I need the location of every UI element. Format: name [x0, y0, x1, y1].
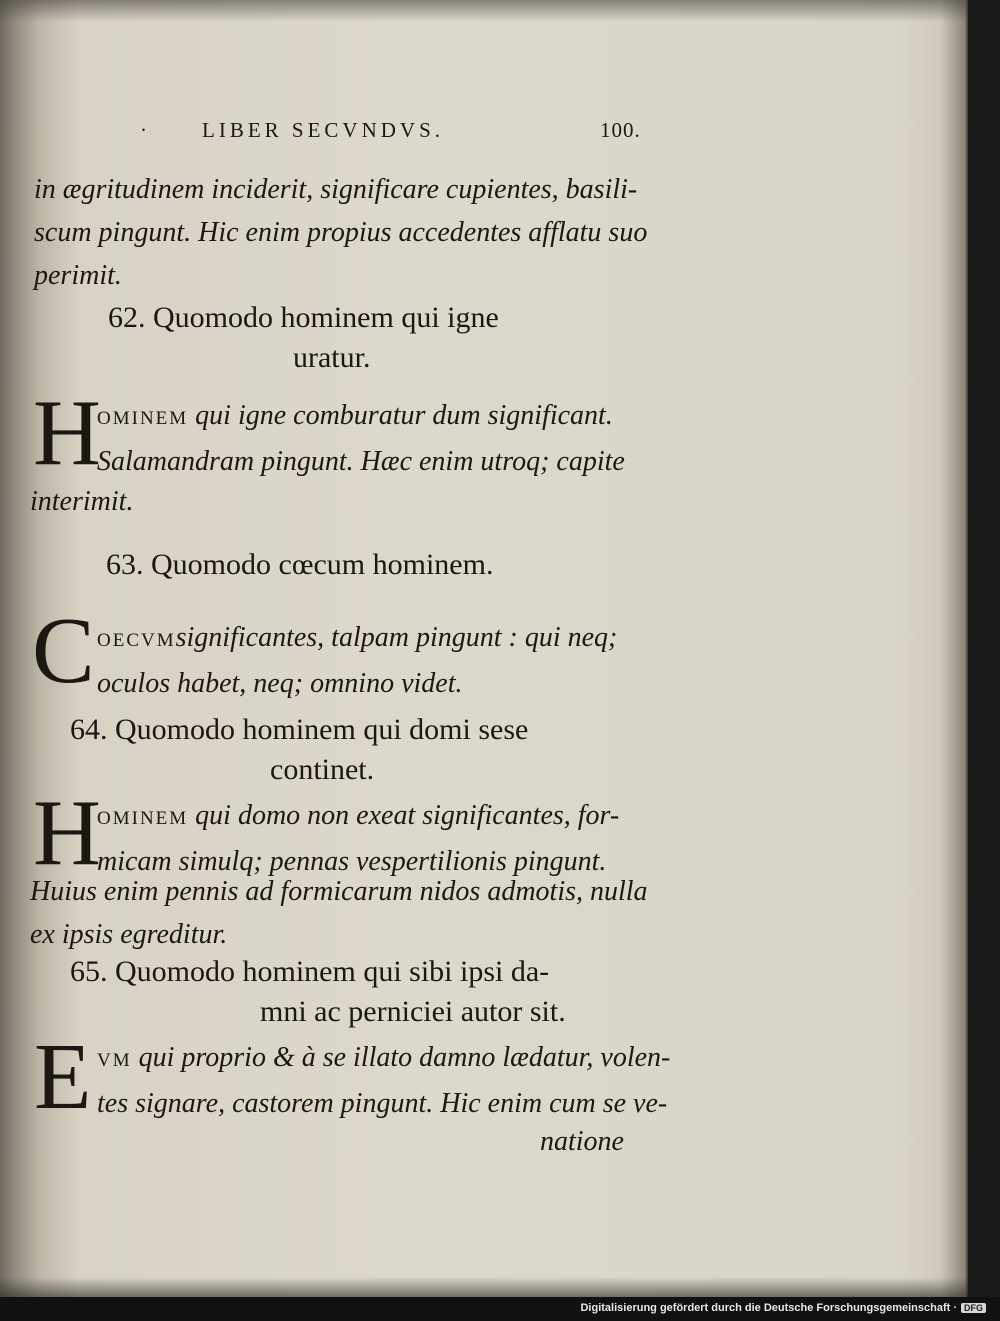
catchword [540, 1120, 624, 1163]
header-ornament: · [140, 118, 151, 142]
text-line: qui igne comburatur dum significant. [188, 400, 613, 431]
text-line: significantes, talpam pingunt : qui neq; [175, 622, 618, 653]
text-line: tes signare, castorem pingunt. Hic enim cum se ve- [97, 1088, 668, 1119]
section-title: Quomodo cœcum hominem. [151, 548, 494, 581]
section-title: Quomodo hominem qui domi sese [115, 713, 529, 746]
drop-cap: H [33, 781, 101, 885]
text-line: qui proprio & à se illato damno lædatur, volen- [131, 1042, 671, 1073]
page-shadow-top [0, 0, 968, 22]
section-64-heading [70, 710, 528, 790]
section-title: Quomodo hominem qui sibi ipsi da- [115, 955, 550, 988]
text-line: micam simulq; pennas vespertilionis pingunt. [97, 846, 607, 877]
small-caps-word: OMINEM [97, 408, 189, 429]
section-64-body-end [30, 870, 648, 956]
section-title-cont: continet. [270, 753, 375, 786]
section-62-heading [108, 298, 499, 378]
text-line: qui domo non exeat significantes, for- [188, 800, 620, 831]
text-line: in ægritudinem inciderit, significare cupientes, basili- [34, 174, 638, 205]
section-number: 63. [106, 548, 144, 581]
small-caps-word: OMINEM [97, 808, 189, 829]
small-caps-word: OECVM [97, 630, 176, 651]
dfg-logo: DFG [961, 1303, 986, 1313]
section-number: 62. [108, 301, 146, 334]
credit-text: Digitalisierung gefördert durch die Deutsche Forschungsgemeinschaft · [580, 1302, 957, 1314]
text-line: scum pingunt. Hic enim propius accedentes afflatu suo [34, 217, 648, 248]
section-62-body [97, 394, 625, 483]
page-shadow-bottom [0, 1277, 968, 1297]
section-title-cont: mni ac perniciei autor sit. [260, 995, 566, 1028]
page-number: 100. [600, 118, 641, 142]
section-title-cont: uratur. [293, 341, 371, 374]
paragraph-continued [34, 168, 647, 297]
catchword-text: natione [540, 1126, 624, 1157]
text-line: interimit. [30, 486, 134, 517]
text-line: perimit. [34, 260, 122, 291]
running-title: LIBER SECVNDVS. [202, 118, 445, 142]
drop-cap: C [32, 599, 95, 703]
digitization-credit [580, 1302, 986, 1314]
section-65-heading [70, 952, 566, 1032]
section-63-heading [106, 545, 493, 585]
section-62-body-end [30, 480, 133, 523]
section-number: 64. [70, 713, 108, 746]
text-line: Huius enim pennis ad formicarum nidos admotis, nulla [30, 876, 648, 907]
drop-cap: E [34, 1025, 92, 1129]
section-title: Quomodo hominem qui igne [153, 301, 499, 334]
section-63-body [97, 616, 617, 705]
small-caps-word: VM [97, 1050, 132, 1071]
section-65-body [97, 1036, 670, 1125]
drop-cap: H [33, 381, 101, 485]
section-number: 65. [70, 955, 108, 988]
text-line: Salamandram pingunt. Hæc enim utroq; capite [97, 446, 625, 477]
text-line: ex ipsis egreditur. [30, 919, 228, 950]
text-line: oculos habet, neq; omnino videt. [97, 668, 463, 699]
